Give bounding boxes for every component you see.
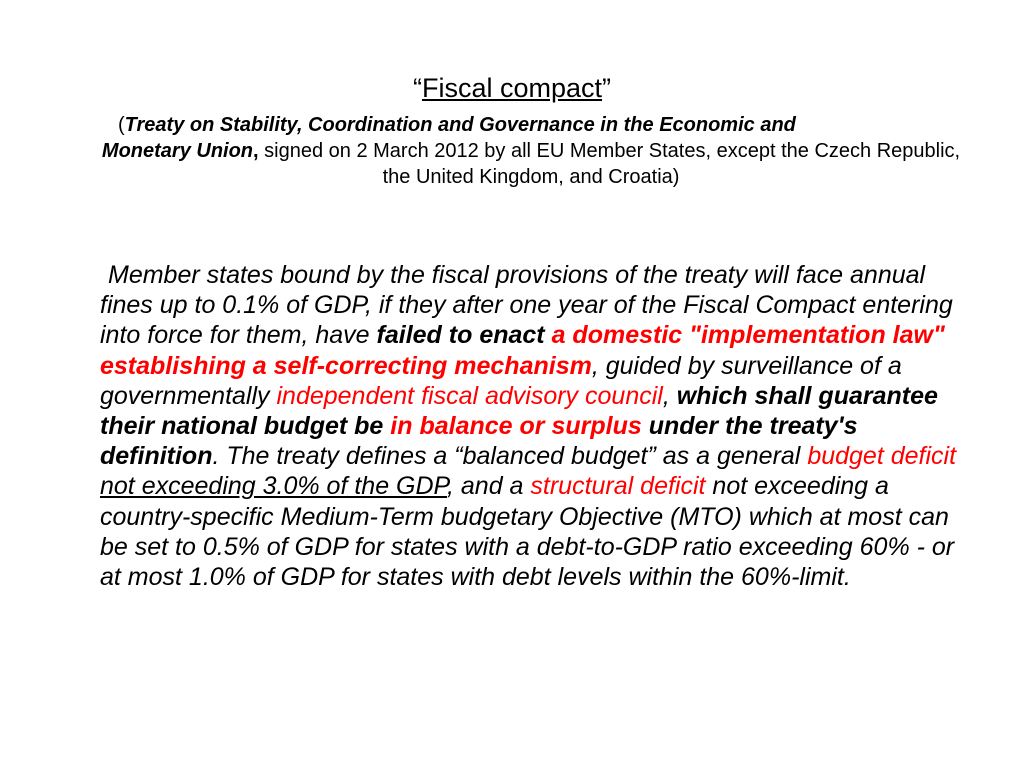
body-balance-or-surplus: in balance or surplus bbox=[390, 412, 642, 441]
body-treaty-definition: under the treaty's definition bbox=[100, 412, 858, 471]
subtitle-rest: signed on 2 March 2012 by all EU Member States, except the Czech Republic, the United Kingdom, and Croatia) bbox=[258, 140, 961, 188]
subtitle-first-line bbox=[96, 112, 966, 138]
body-segment-7: , bbox=[662, 381, 677, 410]
body-paragraph bbox=[100, 260, 960, 592]
body-budget-deficit: budget deficit bbox=[807, 442, 957, 471]
slide-title bbox=[0, 70, 1024, 106]
body-structural-deficit: structural deficit bbox=[530, 472, 706, 501]
body-implementation-law: a domestic "implementation law" establishing a self-correcting mechanism bbox=[100, 321, 945, 380]
title-close-quote: ” bbox=[602, 73, 612, 103]
treaty-name: Treaty on Stability, Coordination and Governance in the Economic and bbox=[124, 114, 796, 136]
body-failed-to-enact: failed to enact bbox=[376, 321, 545, 350]
body-segment-11: . The treaty defines a “balanced budget” as a general bbox=[212, 442, 808, 471]
treaty-name-continued: Monetary Union bbox=[101, 140, 254, 162]
body-not-exceeding-3pct: not exceeding 3.0% of the GDP bbox=[100, 472, 447, 501]
body-segment-5: , guided by surveillance of a governmentally bbox=[100, 351, 902, 410]
body-segment-17: not exceeding a country-specific Medium-Term budgetary Objective (MTO) which at most can be set to 0.5% of GDP for states with a debt-to-GDP ratio exceeding 60% - or at most 1.0% of GDP for states with debt levels within the 60%-limit. bbox=[100, 472, 955, 592]
body-guarantee-budget: which shall guarantee their national budget be bbox=[100, 381, 938, 441]
body-advisory-council: independent fiscal advisory council bbox=[276, 381, 663, 410]
slide-subtitle bbox=[96, 112, 966, 190]
title-text: Fiscal compact bbox=[421, 73, 603, 103]
body-segment-15: , and a bbox=[447, 472, 531, 501]
subtitle-open-paren: ( bbox=[118, 114, 125, 136]
body-segment-1: Member states bound by the fiscal provisions of the treaty will face annual fines up to 0.1% of GDP, if they after one year of the Fiscal Compact entering into force for them, have bbox=[100, 261, 953, 350]
body-space-1 bbox=[545, 321, 552, 349]
treaty-name-comma: , bbox=[253, 140, 259, 162]
title-open-quote: “ bbox=[412, 73, 422, 103]
